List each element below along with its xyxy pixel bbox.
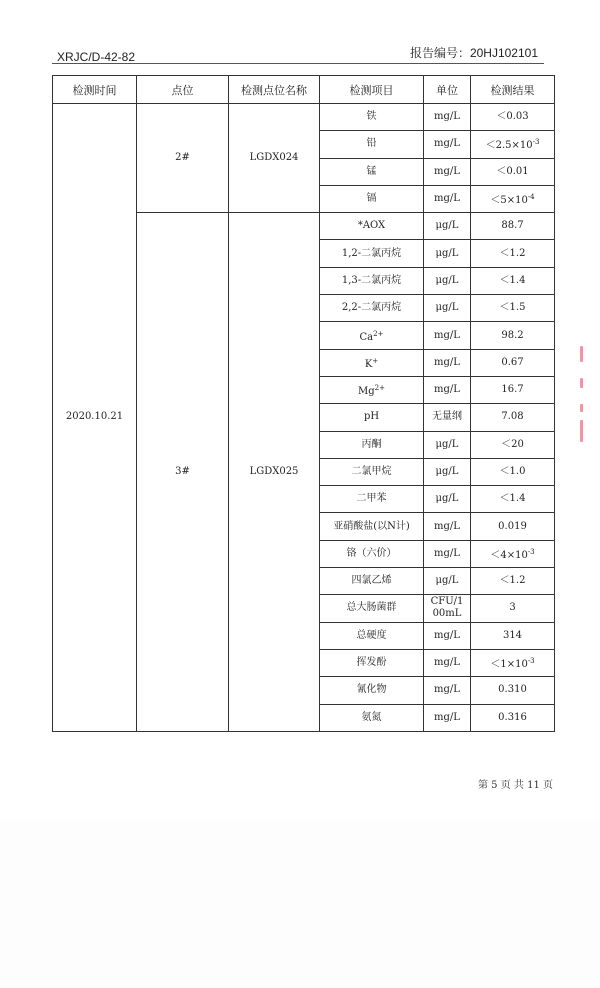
result-cell: ＜1.0 bbox=[471, 458, 555, 485]
unit-cell: mg/L bbox=[424, 322, 471, 349]
unit-cell: mg/L bbox=[424, 649, 471, 676]
test-item-cell: 铁 bbox=[320, 104, 424, 131]
result-exponent: -3 bbox=[527, 547, 535, 556]
unit-cell: mg/L bbox=[424, 349, 471, 376]
site-name-cell: LGDX025 bbox=[229, 213, 320, 732]
result-cell: 3 bbox=[471, 595, 555, 622]
test-item-cell: 镉 bbox=[320, 185, 424, 212]
unit-cell: mg/L bbox=[424, 677, 471, 704]
header-unit: 单位 bbox=[424, 76, 471, 104]
test-item-cell: 1,3-二氯丙烷 bbox=[320, 267, 424, 294]
unit-cell: mg/L bbox=[424, 540, 471, 567]
result-mantissa: ＜5×10 bbox=[490, 195, 528, 207]
table-body bbox=[53, 104, 555, 732]
stamp-edge bbox=[580, 404, 583, 412]
unit-cell: μg/L bbox=[424, 240, 471, 267]
result-cell bbox=[471, 185, 555, 212]
stamp-edge bbox=[580, 420, 583, 442]
result-cell: ＜0.03 bbox=[471, 104, 555, 131]
result-cell: 98.2 bbox=[471, 322, 555, 349]
test-item-cell bbox=[320, 322, 424, 349]
unit-cell: mg/L bbox=[424, 104, 471, 131]
item-symbol: Mg bbox=[358, 386, 375, 398]
result-cell: 314 bbox=[471, 622, 555, 649]
result-cell: ＜1.2 bbox=[471, 568, 555, 595]
item-charge: 2+ bbox=[374, 384, 385, 393]
unit-cell: μg/L bbox=[424, 267, 471, 294]
result-mantissa: ＜2.5×10 bbox=[485, 140, 533, 152]
item-symbol: K bbox=[364, 358, 373, 370]
header-site-name: 检测点位名称 bbox=[229, 76, 320, 104]
result-exponent: -3 bbox=[532, 138, 540, 147]
result-cell: 88.7 bbox=[471, 213, 555, 240]
unit-cell: mg/L bbox=[424, 185, 471, 212]
table-row bbox=[53, 104, 555, 131]
blank-area bbox=[0, 820, 600, 988]
test-item-cell bbox=[320, 376, 424, 403]
document-code: XRJC/D-42-82 bbox=[57, 50, 136, 64]
unit-cell: μg/L bbox=[424, 486, 471, 513]
result-exponent: -3 bbox=[527, 657, 535, 666]
test-item-cell: 二甲苯 bbox=[320, 486, 424, 513]
unit-cell: mg/L bbox=[424, 513, 471, 540]
table-header-row bbox=[53, 76, 555, 104]
test-item-cell: 氰化物 bbox=[320, 677, 424, 704]
test-item-cell: 铬（六价） bbox=[320, 540, 424, 567]
unit-cell: mg/L bbox=[424, 158, 471, 185]
test-item-cell: 二氯甲烷 bbox=[320, 458, 424, 485]
unit-cell: μg/L bbox=[424, 213, 471, 240]
item-charge: + bbox=[372, 356, 379, 365]
test-item-cell: 铅 bbox=[320, 131, 424, 158]
test-item-cell: 挥发酚 bbox=[320, 649, 424, 676]
unit-cell: mg/L bbox=[424, 376, 471, 403]
test-item-cell: 2,2-二氯丙烷 bbox=[320, 295, 424, 322]
header-test-time: 检测时间 bbox=[53, 76, 137, 104]
result-cell: 7.08 bbox=[471, 404, 555, 431]
header-test-item: 检测项目 bbox=[320, 76, 424, 104]
test-item-cell bbox=[320, 349, 424, 376]
results-table bbox=[52, 75, 555, 732]
test-item-cell: 总硬度 bbox=[320, 622, 424, 649]
unit-cell: μg/L bbox=[424, 458, 471, 485]
test-item-cell: 总大肠菌群 bbox=[320, 595, 424, 622]
result-cell: 16.7 bbox=[471, 376, 555, 403]
unit-cell: mg/L bbox=[424, 704, 471, 731]
stamp-edge bbox=[580, 346, 583, 362]
header-point: 点位 bbox=[137, 76, 229, 104]
result-cell bbox=[471, 649, 555, 676]
result-cell: ＜20 bbox=[471, 431, 555, 458]
unit-cell: μg/L bbox=[424, 568, 471, 595]
test-item-cell: pH bbox=[320, 404, 424, 431]
result-mantissa: ＜1×10 bbox=[490, 659, 528, 671]
unit-cell: mg/L bbox=[424, 131, 471, 158]
header-rule bbox=[52, 63, 544, 64]
result-cell bbox=[471, 540, 555, 567]
result-exponent: -4 bbox=[527, 193, 535, 202]
point-cell: 2# bbox=[137, 104, 229, 213]
header-result: 检测结果 bbox=[471, 76, 555, 104]
unit-cell: mg/L bbox=[424, 622, 471, 649]
test-item-cell: 亚硝酸盐(以N计) bbox=[320, 513, 424, 540]
test-item-cell: 氨氮 bbox=[320, 704, 424, 731]
test-date-cell: 2020.10.21 bbox=[53, 104, 137, 732]
point-cell: 3# bbox=[137, 213, 229, 732]
test-item-cell: 四氯乙烯 bbox=[320, 568, 424, 595]
result-cell bbox=[471, 131, 555, 158]
report-number: 报告编号：20HJ102101 bbox=[409, 46, 538, 60]
result-cell: ＜1.4 bbox=[471, 267, 555, 294]
result-cell: ＜1.5 bbox=[471, 295, 555, 322]
page-number: 第 5 页 共 11 页 bbox=[478, 780, 553, 791]
unit-cell: 无量纲 bbox=[424, 404, 471, 431]
test-item-cell: *AOX bbox=[320, 213, 424, 240]
result-cell: 0.019 bbox=[471, 513, 555, 540]
result-cell: ＜1.2 bbox=[471, 240, 555, 267]
site-name-cell: LGDX024 bbox=[229, 104, 320, 213]
result-cell: 0.316 bbox=[471, 704, 555, 731]
unit-cell: μg/L bbox=[424, 431, 471, 458]
test-item-cell: 1,2-二氯丙烷 bbox=[320, 240, 424, 267]
stamp-edge bbox=[580, 378, 583, 388]
item-charge: 2+ bbox=[373, 329, 384, 338]
result-cell: 0.310 bbox=[471, 677, 555, 704]
unit-cell: CFU/100mL bbox=[424, 595, 471, 622]
unit-cell: μg/L bbox=[424, 295, 471, 322]
test-item-cell: 锰 bbox=[320, 158, 424, 185]
result-cell: 0.67 bbox=[471, 349, 555, 376]
result-mantissa: ＜4×10 bbox=[490, 549, 528, 561]
result-cell: ＜0.01 bbox=[471, 158, 555, 185]
item-symbol: Ca bbox=[359, 331, 374, 343]
result-cell: ＜1.4 bbox=[471, 486, 555, 513]
test-item-cell: 丙酮 bbox=[320, 431, 424, 458]
